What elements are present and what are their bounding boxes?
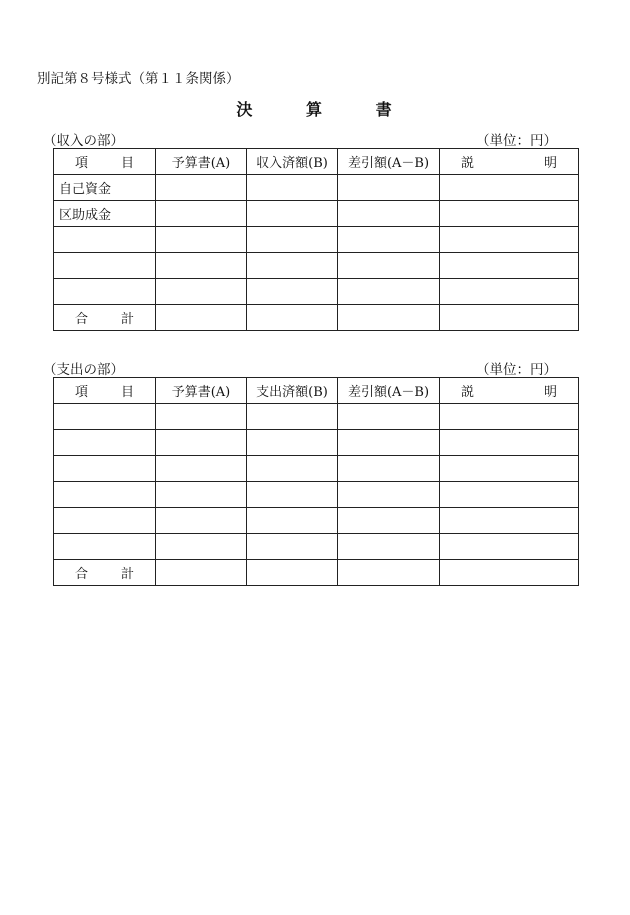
table-row <box>54 253 579 279</box>
budget-cell[interactable] <box>156 279 247 305</box>
budget-cell[interactable] <box>156 534 247 560</box>
total-char: 計 <box>120 567 134 582</box>
header-settled: 支出済額(B) <box>247 378 338 404</box>
settled-cell[interactable] <box>247 508 338 534</box>
description-cell[interactable] <box>440 227 579 253</box>
diff-cell[interactable] <box>338 201 440 227</box>
table-row <box>54 534 579 560</box>
header-item-char: 項 <box>75 385 89 400</box>
settled-cell[interactable] <box>247 175 338 201</box>
description-cell[interactable] <box>440 175 579 201</box>
total-char: 合 <box>75 567 89 582</box>
total-row <box>54 560 579 586</box>
settled-cell[interactable] <box>247 404 338 430</box>
settled-cell[interactable] <box>247 560 338 586</box>
table-row <box>54 175 579 201</box>
row-item-name[interactable] <box>54 279 156 305</box>
description-cell[interactable] <box>440 456 579 482</box>
header-desc-char: 説 <box>461 385 475 400</box>
description-cell[interactable] <box>440 482 579 508</box>
diff-cell[interactable] <box>338 253 440 279</box>
total-char: 計 <box>120 312 134 327</box>
row-item-name[interactable] <box>54 227 156 253</box>
table-row <box>54 456 579 482</box>
expense-unit-label: （単位：円） <box>476 362 557 378</box>
title-char: 算 <box>305 100 324 119</box>
table-row <box>54 404 579 430</box>
row-item-name[interactable]: 区助成金 <box>54 201 156 227</box>
settled-cell[interactable] <box>247 456 338 482</box>
total-char: 合 <box>75 312 89 327</box>
income-table <box>53 148 579 331</box>
budget-cell[interactable] <box>156 175 247 201</box>
table-row <box>54 279 579 305</box>
diff-cell[interactable] <box>338 430 440 456</box>
row-item-name[interactable] <box>54 508 156 534</box>
budget-cell[interactable] <box>156 404 247 430</box>
budget-cell[interactable] <box>156 508 247 534</box>
budget-cell[interactable] <box>156 482 247 508</box>
income-unit-label: （単位：円） <box>476 133 557 149</box>
diff-cell[interactable] <box>338 227 440 253</box>
expense-section-label: （支出の部） <box>43 362 124 378</box>
table-row <box>54 430 579 456</box>
description-cell[interactable] <box>440 560 579 586</box>
title-char: 決 <box>236 100 255 119</box>
description-cell[interactable] <box>440 404 579 430</box>
settled-cell[interactable] <box>247 305 338 331</box>
description-cell[interactable] <box>440 201 579 227</box>
header-item-char: 目 <box>120 385 134 400</box>
form-number-label: 別記第８号様式（第１１条関係） <box>37 71 240 87</box>
row-item-name[interactable] <box>54 430 156 456</box>
header-description <box>440 378 579 404</box>
header-settled: 収入済額(B) <box>247 149 338 175</box>
diff-cell[interactable] <box>338 560 440 586</box>
diff-cell[interactable] <box>338 175 440 201</box>
header-description <box>440 149 579 175</box>
diff-cell[interactable] <box>338 404 440 430</box>
budget-cell[interactable] <box>156 201 247 227</box>
budget-cell[interactable] <box>156 227 247 253</box>
header-budget: 予算書(A) <box>156 378 247 404</box>
income-section-label: （収入の部） <box>43 133 124 149</box>
description-cell[interactable] <box>440 279 579 305</box>
header-budget: 予算書(A) <box>156 149 247 175</box>
budget-cell[interactable] <box>156 430 247 456</box>
budget-cell[interactable] <box>156 560 247 586</box>
header-desc-char: 明 <box>543 156 557 171</box>
description-cell[interactable] <box>440 508 579 534</box>
document-title <box>0 97 630 120</box>
settled-cell[interactable] <box>247 253 338 279</box>
row-item-name[interactable] <box>54 404 156 430</box>
header-item-char: 項 <box>75 156 89 171</box>
total-row <box>54 305 579 331</box>
header-item <box>54 149 156 175</box>
expense-table <box>53 377 579 586</box>
row-item-name[interactable] <box>54 253 156 279</box>
total-label <box>54 560 156 586</box>
row-item-name[interactable] <box>54 534 156 560</box>
table-row <box>54 508 579 534</box>
title-char: 書 <box>375 100 394 119</box>
diff-cell[interactable] <box>338 305 440 331</box>
description-cell[interactable] <box>440 305 579 331</box>
diff-cell[interactable] <box>338 482 440 508</box>
total-label <box>54 305 156 331</box>
diff-cell[interactable] <box>338 534 440 560</box>
header-item-char: 目 <box>120 156 134 171</box>
expense-header-row <box>54 378 579 404</box>
row-item-name[interactable] <box>54 456 156 482</box>
budget-cell[interactable] <box>156 456 247 482</box>
header-item <box>54 378 156 404</box>
description-cell[interactable] <box>440 430 579 456</box>
description-cell[interactable] <box>440 253 579 279</box>
table-row <box>54 482 579 508</box>
settled-cell[interactable] <box>247 430 338 456</box>
header-diff: 差引額(A－B) <box>338 149 440 175</box>
row-item-name[interactable]: 自己資金 <box>54 175 156 201</box>
description-cell[interactable] <box>440 534 579 560</box>
settled-cell[interactable] <box>247 227 338 253</box>
settled-cell[interactable] <box>247 279 338 305</box>
diff-cell[interactable] <box>338 508 440 534</box>
income-header-row <box>54 149 579 175</box>
settled-cell[interactable] <box>247 482 338 508</box>
row-item-name[interactable] <box>54 482 156 508</box>
budget-cell[interactable] <box>156 253 247 279</box>
table-row <box>54 201 579 227</box>
settled-cell[interactable] <box>247 534 338 560</box>
header-diff: 差引額(A－B) <box>338 378 440 404</box>
diff-cell[interactable] <box>338 279 440 305</box>
diff-cell[interactable] <box>338 456 440 482</box>
header-desc-char: 明 <box>543 385 557 400</box>
header-desc-char: 説 <box>461 156 475 171</box>
table-row <box>54 227 579 253</box>
settled-cell[interactable] <box>247 201 338 227</box>
budget-cell[interactable] <box>156 305 247 331</box>
